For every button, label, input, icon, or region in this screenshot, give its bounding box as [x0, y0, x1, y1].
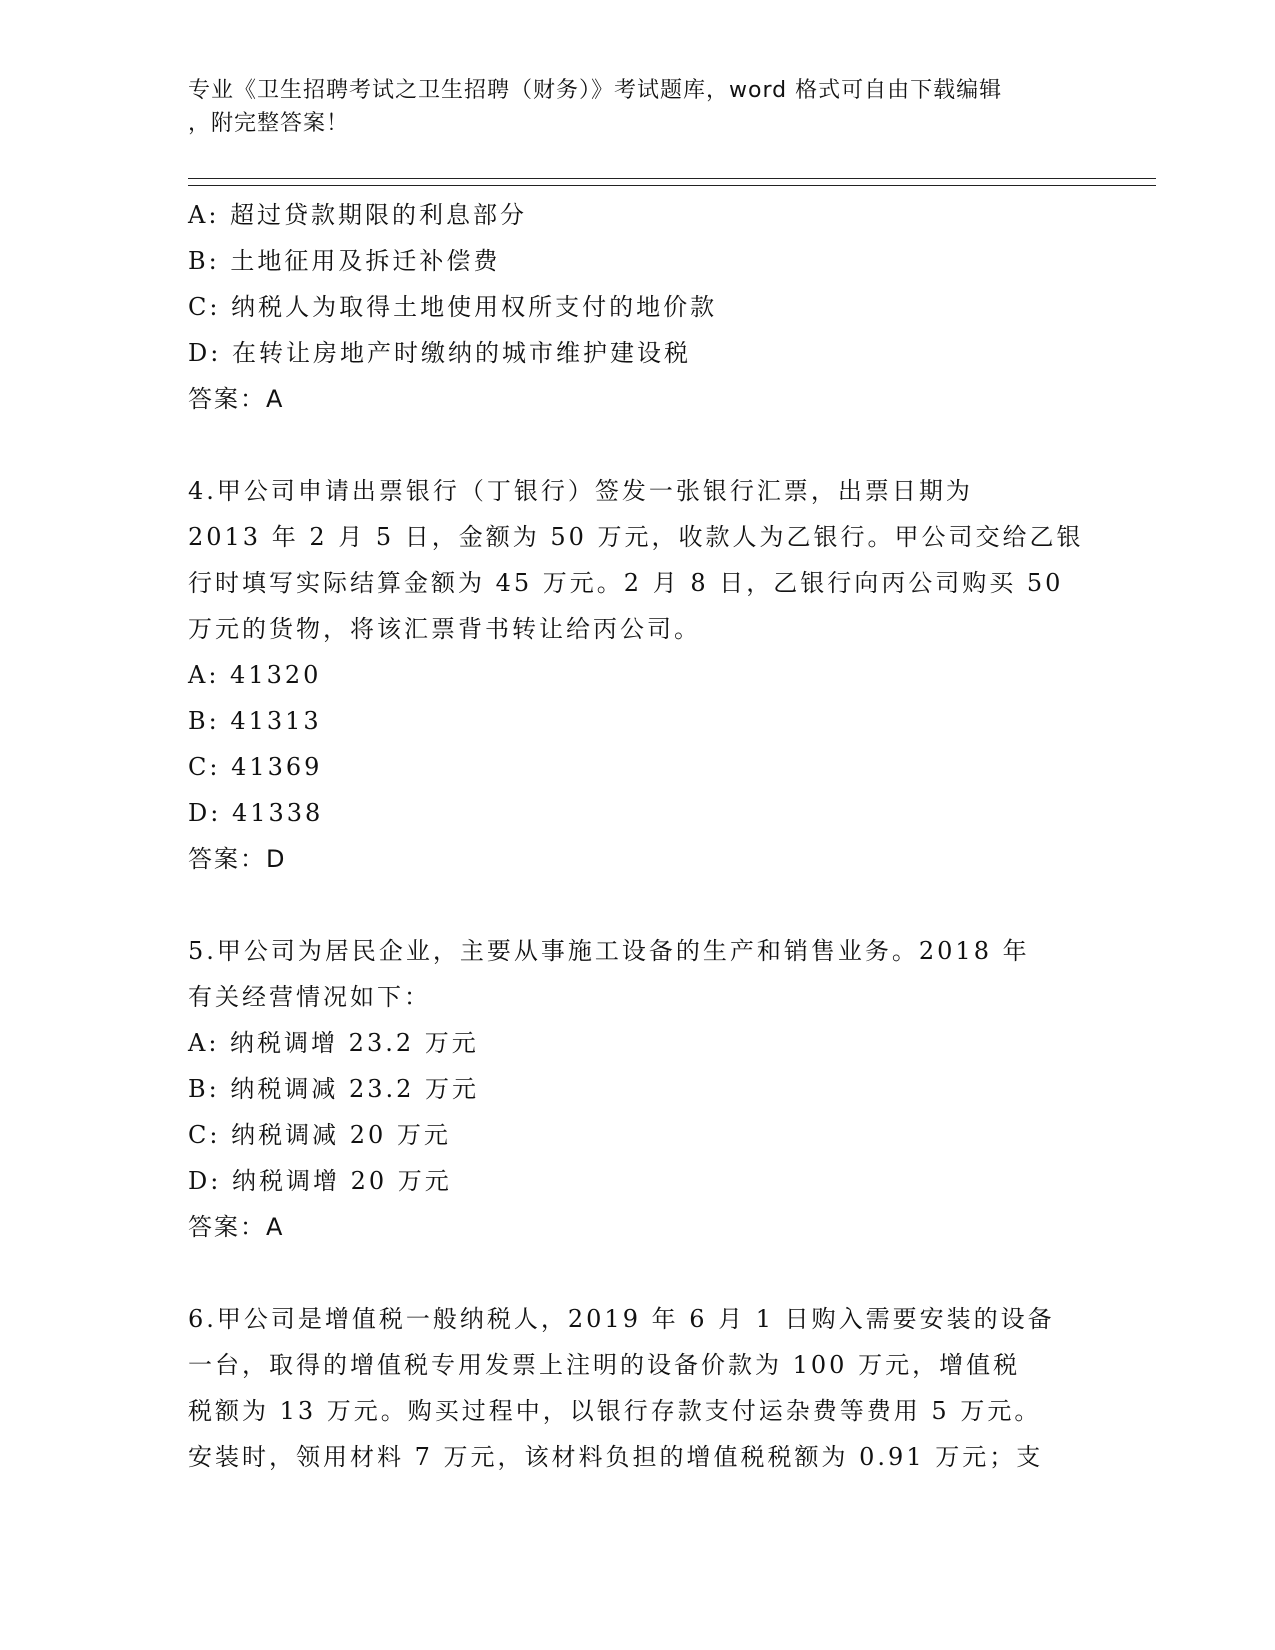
answer: 答案：A [188, 1213, 285, 1241]
spacer [188, 1250, 1088, 1296]
option-c: C: 纳税人为取得土地使用权所支付的地价款 [188, 293, 718, 321]
question-4 [188, 468, 1088, 882]
option-c: C: 纳税调减 20 万元 [188, 1121, 451, 1149]
question-stem-line: 6.甲公司是增值税一般纳税人，2019 年 6 月 1 日购入需要安装的设备 [188, 1305, 1055, 1333]
question-3 [188, 192, 1088, 422]
option-d: D: 纳税调增 20 万元 [188, 1167, 452, 1195]
option-c: C: 41369 [188, 753, 323, 781]
question-stem-line: 安装时，领用材料 7 万元，该材料负担的增值税税额为 0.91 万元；支 [188, 1443, 1044, 1471]
question-stem-line: 有关经营情况如下： [188, 983, 431, 1011]
option-b: B: 土地征用及拆迁补偿费 [188, 247, 501, 275]
question-stem-line: 4.甲公司申请出票银行（丁银行）签发一张银行汇票，出票日期为 [188, 477, 973, 505]
header-line-2: ，附完整答案！ [188, 111, 350, 136]
header-line-1: 专业《卫生招聘考试之卫生招聘（财务）》考试题库，word 格式可自由下载编辑 [188, 78, 1003, 103]
question-6 [188, 1296, 1088, 1480]
question-5 [188, 928, 1088, 1250]
answer: 答案：D [188, 845, 287, 873]
question-stem-line: 一台，取得的增值税专用发票上注明的设备价款为 100 万元，增值税 [188, 1351, 1021, 1379]
answer: 答案：A [188, 385, 285, 413]
option-b: B: 纳税调减 23.2 万元 [188, 1075, 480, 1103]
question-stem-line: 行时填写实际结算金额为 45 万元。2 月 8 日，乙银行向丙公司购买 50 [188, 569, 1064, 597]
option-a: A: 41320 [188, 661, 322, 689]
option-b: B: 41313 [188, 707, 322, 735]
question-stem-line: 税额为 13 万元。购买过程中，以银行存款支付运杂费等费用 5 万元。 [188, 1397, 1042, 1425]
question-stem-line: 5.甲公司为居民企业，主要从事施工设备的生产和销售业务。2018 年 [188, 937, 1030, 965]
option-d: D: 41338 [188, 799, 324, 827]
option-a: A: 纳税调增 23.2 万元 [188, 1029, 479, 1057]
spacer [188, 882, 1088, 928]
spacer [188, 422, 1088, 468]
question-list [188, 192, 1088, 1480]
question-stem-line: 2013 年 2 月 5 日，金额为 50 万元，收款人为乙银行。甲公司交给乙银 [188, 523, 1084, 551]
document-header [188, 74, 1088, 140]
option-d: D: 在转让房地产时缴纳的城市维护建设税 [188, 339, 691, 367]
header-divider [188, 178, 1156, 186]
option-a: A: 超过贷款期限的利息部分 [188, 201, 528, 229]
question-stem-line: 万元的货物，将该汇票背书转让给丙公司。 [188, 615, 701, 643]
